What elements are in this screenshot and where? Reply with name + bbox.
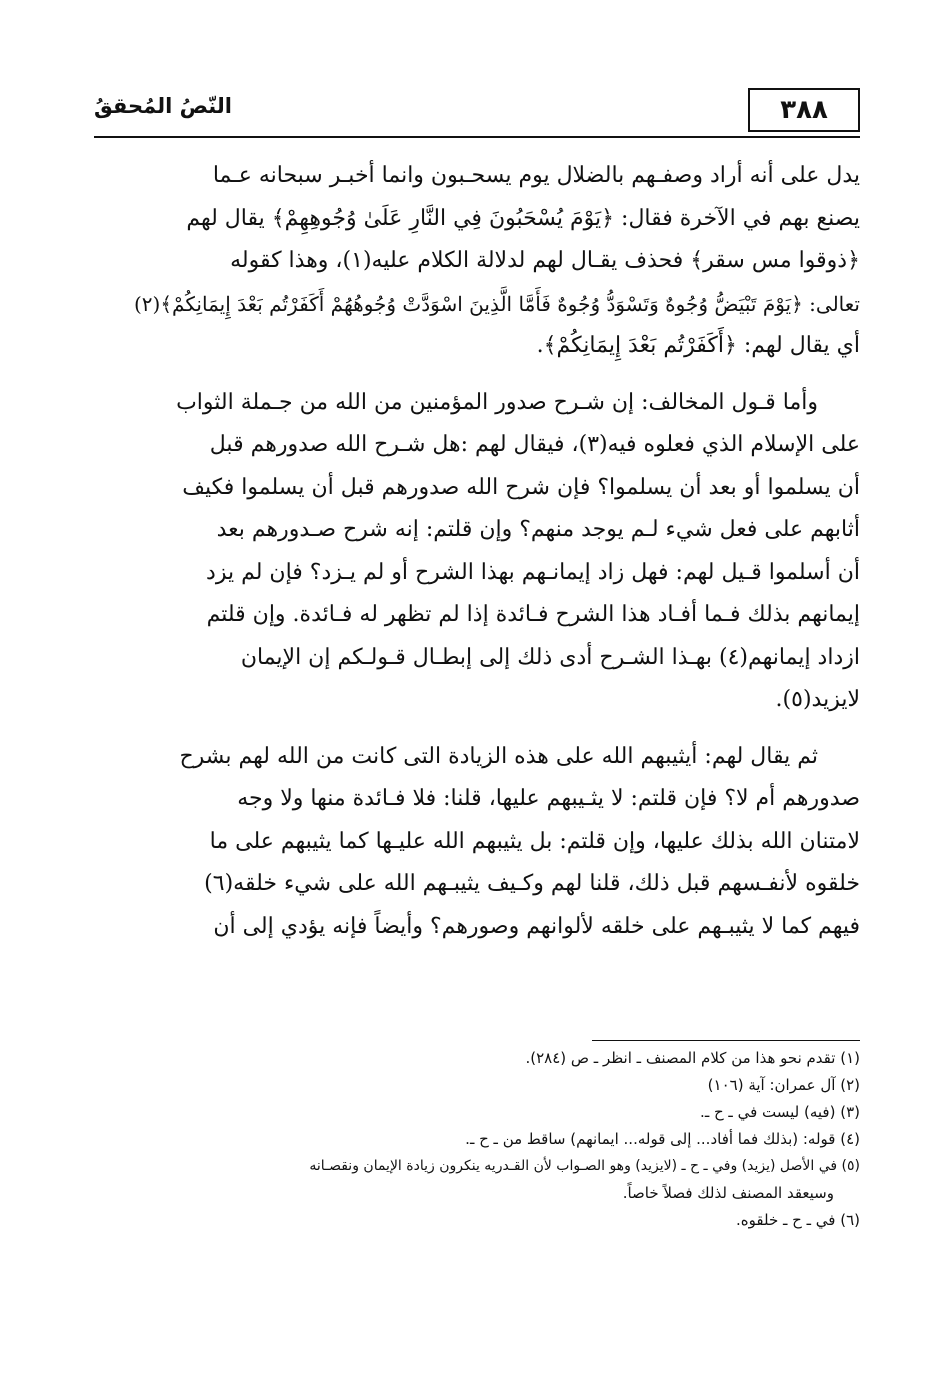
header-rule	[94, 136, 860, 138]
text-line: إيمانهم بذلك فـما أفـاد هذا الشرح فـائدة إذا لم تظهر له فـائدة. وإن قلتم	[206, 602, 860, 627]
paragraph-1	[94, 155, 860, 368]
text-line: أثابهم على فعل شيء لـم يوجد منهم؟ وإن قلتم: إنه شرح صـدورهم بعد	[216, 517, 860, 542]
footnote: (٤) قوله: (بذلك فما أفاد... إلى قوله... ايمانهم) ساقط من ـ ح ـ.	[465, 1130, 860, 1148]
text-line: لامتنان الله بذلك عليها، وإن قلتم: بل يثيبهم الله عليـها كما يثيبهم على ما	[209, 828, 860, 854]
text-line: خلقوه لأنفـسهم قبل ذلك، قلنا لهم وكـيف يثيبـهم الله على شيء خلقه(٦)	[204, 871, 860, 896]
text-line: فيهم كما لا يثيبـهم على خلقه لألوانهم وصورهم؟ وأيضاً فإنه يؤدي إلى أن	[213, 913, 860, 939]
text-line: وأما قـول المخالف: إن شـرح صدور المؤمنين من الله من جـملة الثواب	[176, 389, 818, 415]
footnote: (٦) في ـ ح ـ خلقوه.	[736, 1211, 860, 1229]
text-line: تعالى: ﴿يَوْمَ تَبْيَضُّ وُجُوهٌ وَتَسْوَدُّ وُجُوهٌ فَأَمَّا الَّذِينَ اسْوَدَّتْ وُجُوهُهُمْ أَكَفَرْتُم بَعْدَ إِيمَانِكُمْ﴾(٢)	[133, 291, 860, 316]
footnote: (٥) في الأصل (يزيد) وفي ـ ح ـ (لايزيد) وهو الصـواب لأن القـدريه ينكرون زيادة الإيمان ونقصـانه	[309, 1158, 860, 1174]
page-number: ٣٨٨	[748, 88, 860, 132]
footnote: (١) تقدم نحو هذا من كلام المصنف ـ انظر ـ ص (٢٨٤).	[525, 1049, 860, 1067]
page-header	[94, 84, 860, 136]
text-line: يدل على أنه أراد وصفـهم بالضلال يوم يسحـبون وانما أخبـر سبحانه عـما	[212, 163, 860, 188]
footnote: (٢) آل عمران: آية (١٠٦)	[707, 1076, 860, 1094]
text-line: أي يقال لهم: ﴿أَكَفَرْتُم بَعْدَ إِيمَانِكُمْ﴾.	[536, 333, 860, 358]
text-line: ازداد إيمانهم(٤) بهـذا الشـرح أدى ذلك إلى إبطـال قـولـكم إن الإيمان	[240, 644, 860, 670]
text-line: أن يسلموا أو بعد أن يسلموا؟ فإن شرح الله صدورهم قبل أن يسلموا فكيف	[182, 474, 860, 500]
footnote: (٣) (فيه) ليست في ـ ح ـ.	[700, 1103, 860, 1121]
paragraph-3	[94, 736, 860, 949]
paragraph-2	[94, 382, 860, 722]
footnote-continuation: وسيعقد المصنف لذلك فصلاً خاصاً.	[622, 1184, 834, 1202]
text-line: ثم يقال لهم: أيثيبهم الله على هذه الزيادة التى كانت من الله لهم بشرح	[179, 743, 818, 769]
text-line: ﴿ذوقوا مس سقر﴾ فحذف يقـال لهم لدلالة الكلام عليه(١)، وهذا كقوله	[230, 248, 860, 273]
text-line: صدورهم أم لا؟ فإن قلتم: لا يثـيبهم عليها، قلنا: فلا فـائدة منها ولا وجه	[237, 786, 860, 811]
running-title: النّصُ المُحققُ	[94, 94, 232, 118]
text-line: على الإسلام الذي فعلوه فيه(٣)، فيقال لهم :هل شـرح الله صدورهم قبل	[209, 432, 860, 457]
text-line: لايزيد(٥).	[775, 687, 860, 712]
main-text	[94, 155, 860, 948]
text-line: أن أسلموا قـيل لهم: فهل زاد إيمانـهم بهذا الشرح أو لم يـزد؟ فإن لم يزد	[206, 559, 860, 585]
text-line: يصنع بهم في الآخرة فقال: ﴿يَوْمَ يُسْحَبُونَ فِي النَّارِ عَلَىٰ وُجُوهِهِمْ﴾ يقال لهم	[186, 205, 860, 231]
footnote-rule	[592, 1040, 860, 1041]
footnotes	[94, 1045, 860, 1234]
